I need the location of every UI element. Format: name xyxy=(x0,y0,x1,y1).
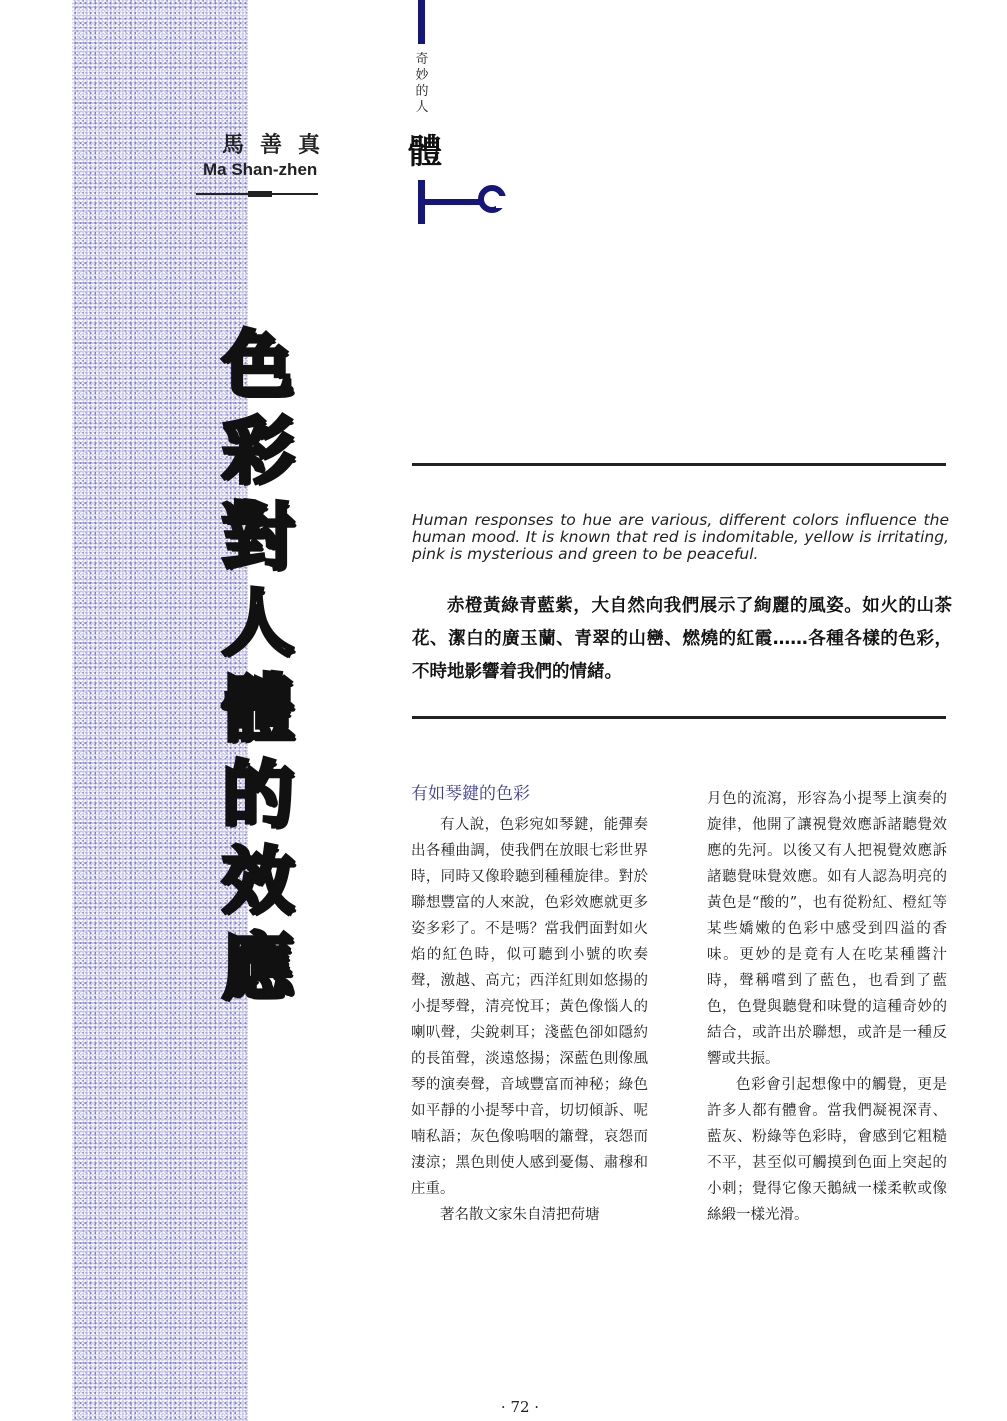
abstract-english: Human responses to hue are various, different colors influence the human mood. It is known that red is indomitable, yellow is irritating, pink is mysterious and green to be peaceful. xyxy=(412,511,949,563)
author-name-english: Ma Shan-zhen xyxy=(203,160,318,179)
abstract-top-rule xyxy=(412,463,946,466)
title-char: 應 xyxy=(221,925,294,1009)
body-column-right xyxy=(707,786,947,1228)
series-big-character: 體 xyxy=(408,132,442,172)
body-paragraph: 有人說，色彩宛如琴鍵，能彈奏出各種曲調，使我們在放眼七彩世界時，同時又像聆聽到種種旋律。對於聯想豐富的人來說，色彩效應就更多姿多彩了。不是嗎？當我們面對如火焰的紅色時，似可聽到小號的吹奏聲，激越、高亢；西洋紅則如悠揚的小提琴聲，清亮悅耳；黃色像惱人的喇叭聲，尖銳刺耳；淺藍色卻如隱約的長笛聲，淡遠悠揚；深藍色則像風琴的演奏聲，音域豐富而神秘；綠色如平靜的小提琴中音，切切傾訴、呢喃私語；灰色像嗚咽的簫聲，哀怨而淒涼；黑色則使人感到憂傷、肅穆和庄重。 xyxy=(411,817,648,1197)
series-label: 奇妙的人 xyxy=(415,52,429,115)
title-char: 對 xyxy=(221,495,294,579)
series-bar-top xyxy=(418,0,425,44)
author-name-chinese: 馬善真 xyxy=(222,133,337,158)
body-paragraph: 色彩會引起想像中的觸覺，更是許多人都有體會。當我們凝視深青、藍灰、粉綠等色彩時，會感到它粗糙不平，甚至似可觸摸到色面上突起的小刺；覺得它像天鵝絨一樣柔軟或像絲緞一樣光滑。 xyxy=(707,1077,947,1223)
title-char: 效 xyxy=(221,839,294,923)
series-logo-h-bar xyxy=(418,180,425,224)
body-column-left xyxy=(411,780,648,1228)
title-char: 的 xyxy=(221,753,294,837)
intro-chinese: 赤橙黃綠青藍紫，大自然向我們展示了絢麗的風姿。如火的山茶花、潔白的廣玉蘭、青翠的山巒、燃燒的紅霞……各種各樣的色彩，不時地影響着我們的情緒。 xyxy=(412,596,952,682)
author-divider-accent xyxy=(248,191,272,197)
series-logo-c-opening xyxy=(496,196,510,208)
article-title xyxy=(218,322,298,1010)
body-paragraph: 著名散文家朱自清把荷塘 xyxy=(440,1207,600,1223)
title-char: 彩 xyxy=(221,409,294,493)
abstract-bottom-rule xyxy=(412,716,946,719)
page-number: · 72 · xyxy=(500,1398,540,1416)
title-char: 體 xyxy=(221,667,294,751)
title-char: 色 xyxy=(221,323,294,407)
section-title: 有如琴鍵的色彩 xyxy=(411,784,530,804)
series-logo-h-crossbar xyxy=(425,199,483,205)
body-paragraph-continued: 月色的流瀉，形容為小提琴上演奏的旋律，他開了讓視覺效應訴諸聽覺效應的先河。以後又有人把視覺效應訴諸聽覺味覺效應。如有人認為明亮的黃色是“酸的”，也有從粉紅、橙紅等某些嬌嫩的色彩中感受到四溢的香味。更妙的是竟有人在吃某種醬汁時，聲稱嚐到了藍色，也看到了藍色，色覺與聽覺和味覺的這種奇妙的結合，或許出於聯想，或許是一種反響或共振。 xyxy=(707,791,947,1067)
title-char: 人 xyxy=(221,581,294,665)
